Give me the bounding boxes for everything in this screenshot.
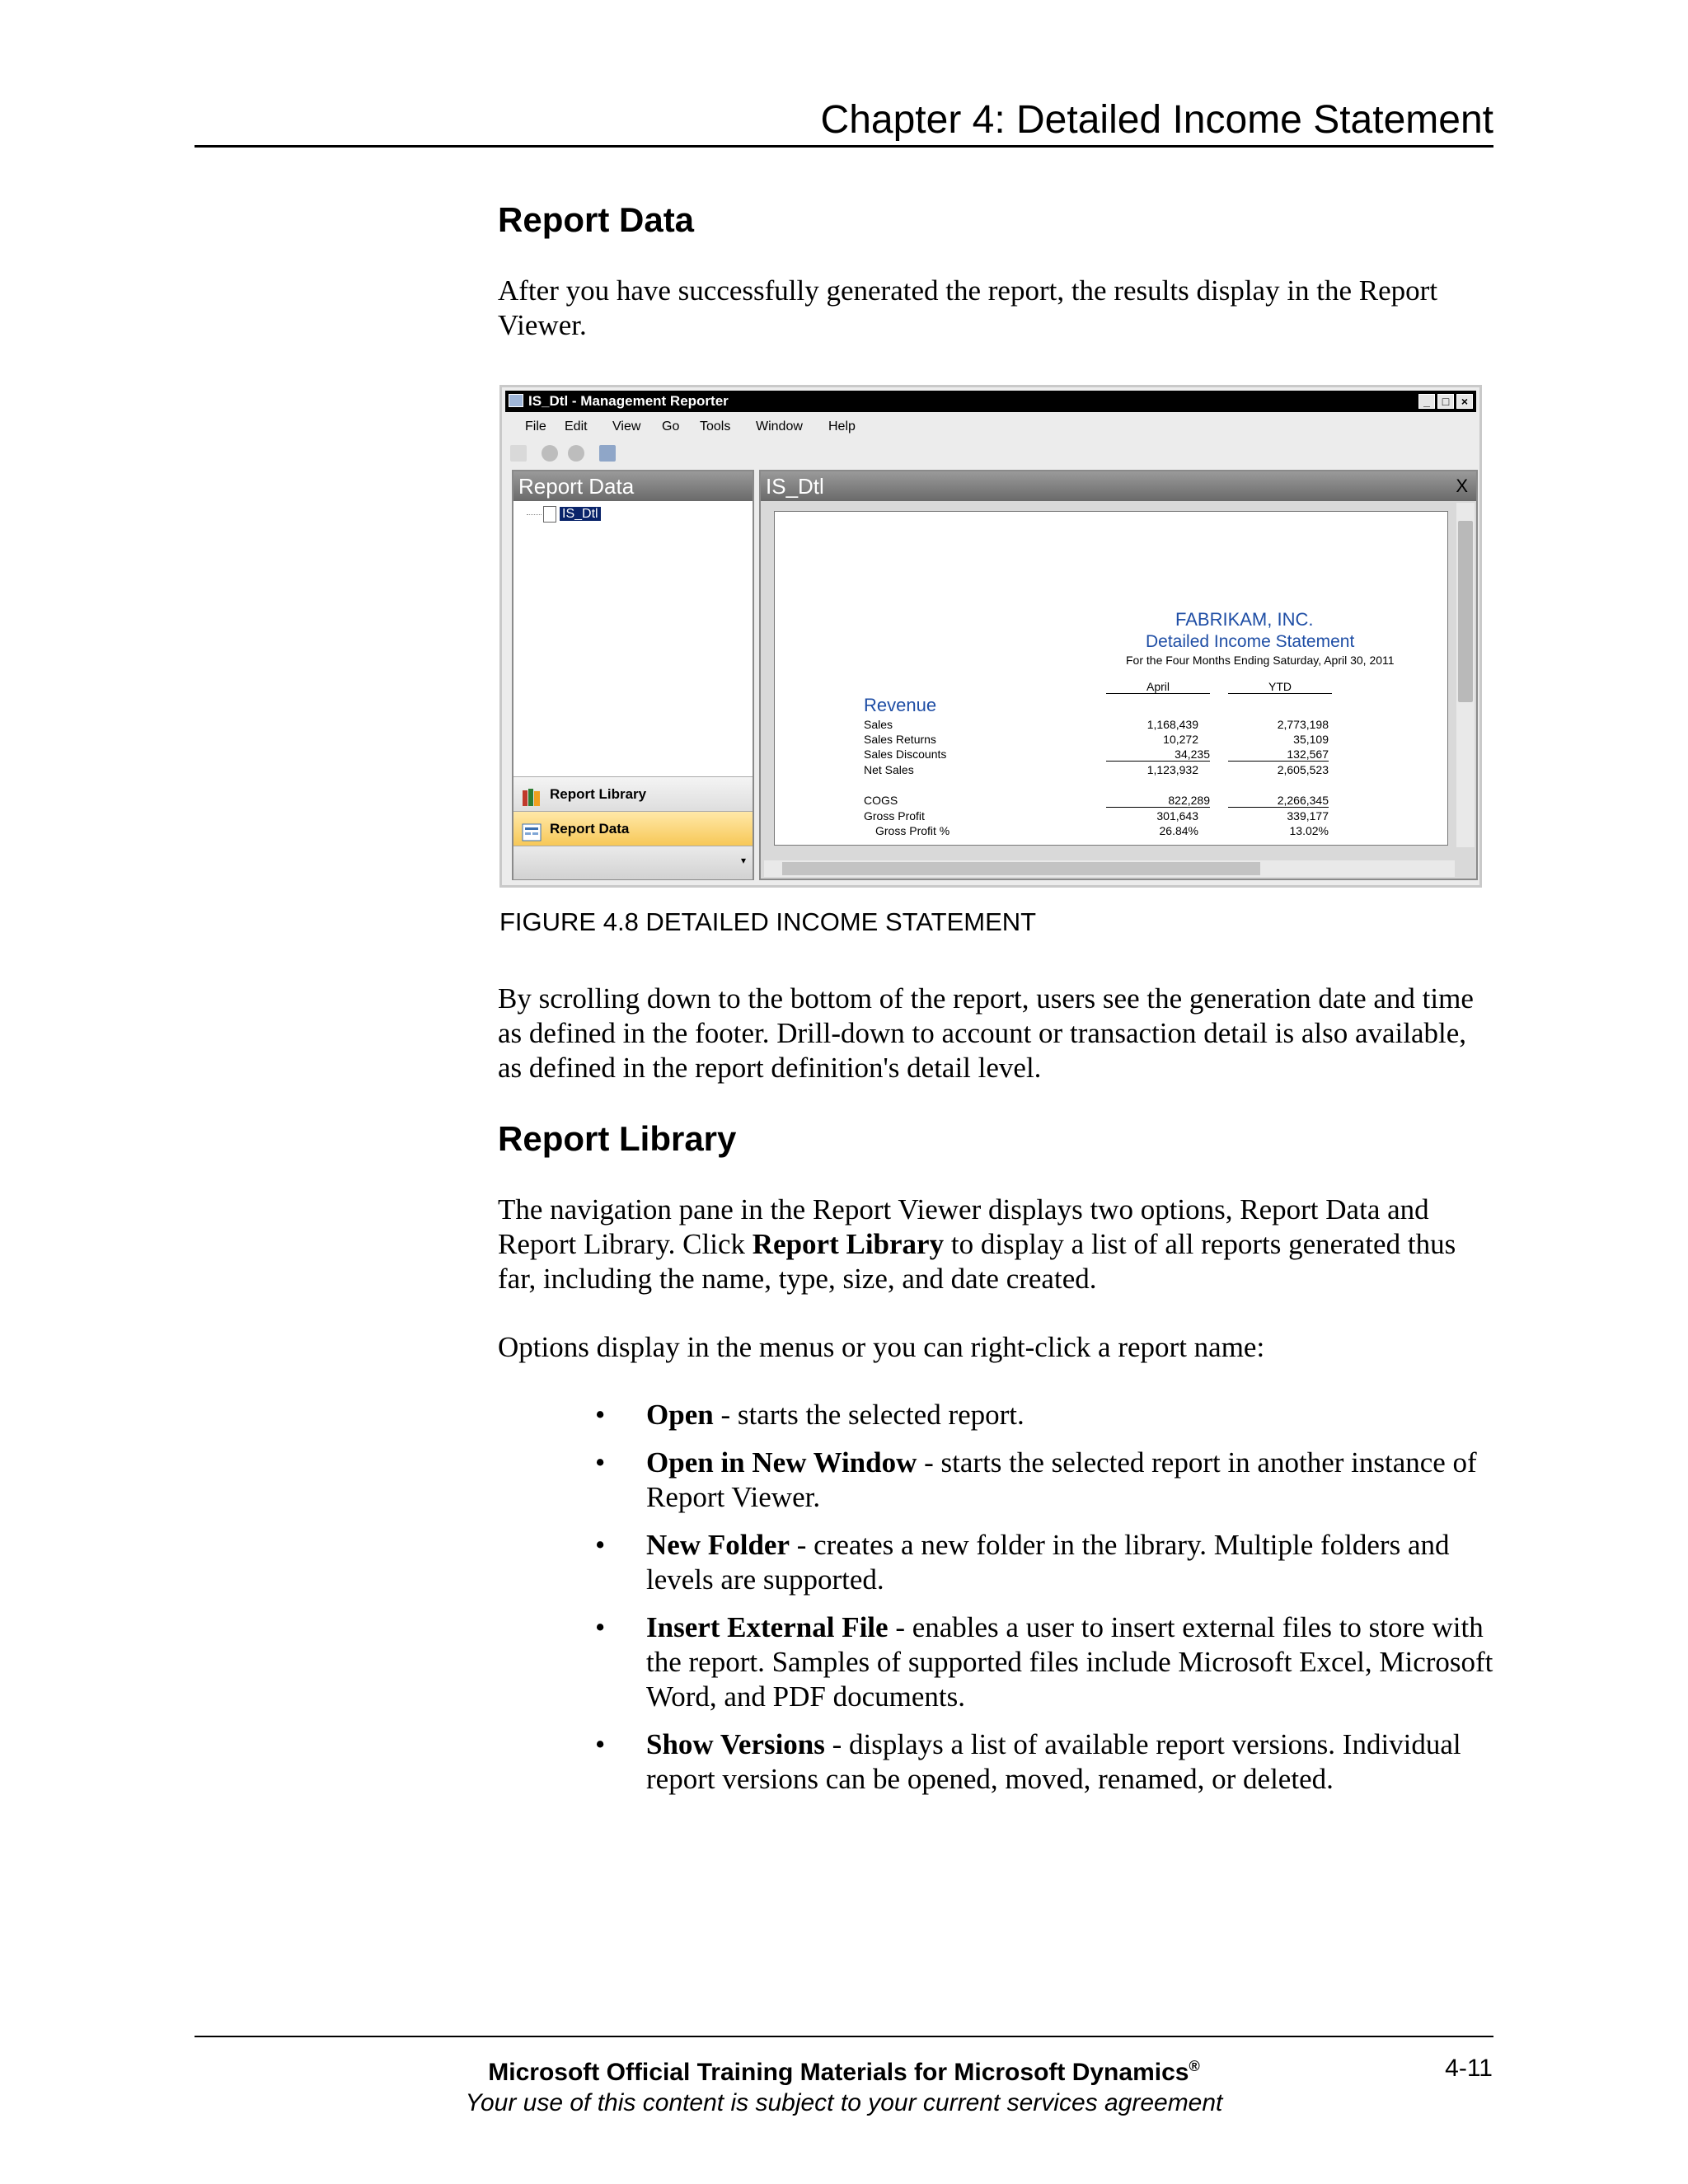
row-ytd: 13.02% (1289, 824, 1329, 837)
print-icon[interactable] (599, 445, 616, 462)
row-label: Sales Returns (864, 733, 936, 746)
row-april: 10,272 (1163, 733, 1198, 746)
row-label: COGS (864, 794, 898, 807)
header-rule (195, 145, 1493, 148)
minimize-icon[interactable]: _ (1418, 394, 1435, 409)
tree-item-label: IS_Dtl (560, 507, 601, 521)
figure-caption: FIGURE 4.8 DETAILED INCOME STATEMENT (499, 907, 1037, 936)
report-page (774, 511, 1448, 846)
report-viewer-pane (759, 470, 1478, 880)
window-title: IS_Dtl - Management Reporter (528, 393, 729, 409)
nav-button-report-data[interactable] (513, 811, 753, 846)
navigation-pane (512, 470, 754, 880)
forward-icon[interactable] (568, 445, 584, 462)
list-item: • Insert External File - enables a user to insert external files to store with the report. Samples of supported files include Microsoft Excel, Microsoft Word, and PDF documents. (595, 1611, 1493, 1713)
footer-rule (195, 2036, 1493, 2037)
list-item: • Open - starts the selected report. (595, 1399, 1025, 1431)
menu-file[interactable]: File (525, 419, 546, 434)
nav-button-report-library-label: Report Library (550, 786, 647, 802)
list-item: • Show Versions - displays a list of available report versions. Individual report versions can be opened, moved, renamed, or deleted. (595, 1728, 1461, 1795)
maximize-icon[interactable]: □ (1437, 394, 1454, 409)
row-april: 301,643 (1156, 809, 1198, 823)
list-item: • New Folder - creates a new folder in the library. Multiple folders and levels are supported. (595, 1529, 1450, 1596)
close-tab-icon[interactable]: X (1456, 476, 1468, 496)
horizontal-scrollbar-thumb[interactable] (782, 862, 1260, 875)
row-ytd: 2,605,523 (1277, 763, 1329, 776)
window-titlebar (505, 391, 1476, 412)
report-library-term: Report Library (752, 1228, 945, 1260)
page-number: 4-11 (1445, 2055, 1493, 2082)
revenue-section-title: Revenue (864, 695, 937, 715)
list-item: • Open in New Window - starts the selected report in another instance of Report Viewer. (595, 1446, 1477, 1513)
navigation-pane-title: Report Data (513, 471, 753, 501)
library-paragraph: The navigation pane in the Report Viewer displays two options, Report Data and Report Library. Click Report Library to display a list of all reports generated thus far, including the name, type, size, and date created. (498, 1193, 1456, 1295)
toolbar (505, 442, 1476, 463)
nav-pane-options[interactable] (513, 846, 753, 879)
row-label: Gross Profit % (875, 824, 950, 837)
footer-title: Microsoft Official Training Materials for Microsoft Dynamics® (488, 2058, 1200, 2086)
row-april: 26.84% (1159, 824, 1198, 837)
report-title: Detailed Income Statement (1146, 632, 1355, 651)
menu-go[interactable]: Go (662, 419, 680, 434)
books-icon (522, 785, 542, 804)
menu-window[interactable]: Window (756, 419, 803, 434)
row-april: 34,235 (1106, 748, 1210, 762)
tree-item-report[interactable] (543, 506, 601, 523)
row-label: Gross Profit (864, 809, 925, 823)
horizontal-scrollbar[interactable] (764, 860, 1455, 877)
report-company: FABRIKAM, INC. (1175, 609, 1314, 630)
open-folder-icon[interactable] (510, 445, 527, 462)
footer-notice: Your use of this content is subject to your current services agreement (465, 2089, 1223, 2116)
row-ytd: 35,109 (1293, 733, 1329, 746)
row-label: Sales (864, 718, 893, 731)
options-paragraph: Options display in the menus or you can right-click a report name: (498, 1331, 1265, 1363)
options-list (588, 1398, 1495, 1810)
row-label: Net Sales (864, 763, 914, 776)
menu-edit[interactable]: Edit (565, 419, 588, 434)
menu-view[interactable]: View (612, 419, 641, 434)
nav-button-report-data-label: Report Data (550, 821, 630, 837)
menu-tools[interactable]: Tools (700, 419, 731, 434)
row-april: 1,168,439 (1146, 718, 1198, 731)
report-data-icon (522, 820, 542, 838)
nav-button-report-library[interactable] (513, 776, 753, 811)
report-tab-title: IS_Dtl (761, 471, 1476, 501)
row-april: 1,123,932 (1146, 763, 1198, 776)
column-header-ytd: YTD (1228, 680, 1332, 694)
row-ytd: 2,266,345 (1228, 794, 1329, 808)
menu-bar (505, 415, 1476, 438)
row-ytd: 339,177 (1287, 809, 1329, 823)
close-window-icon[interactable]: × (1456, 394, 1473, 409)
section-heading-report-data: Report Data (498, 200, 695, 239)
column-header-april: April (1106, 680, 1210, 694)
report-subtitle: For the Four Months Ending Saturday, April 30, 2011 (1126, 654, 1395, 667)
row-ytd: 132,567 (1228, 748, 1329, 762)
document-icon (543, 506, 556, 523)
scroll-paragraph: By scrolling down to the bottom of the report, users see the generation date and time as defined in the footer. Drill-down to account or transaction detail is also available, as defined in the report definition's detail level. (498, 982, 1474, 1084)
app-icon (509, 394, 523, 407)
report-viewer-screenshot (499, 385, 1482, 888)
back-icon[interactable] (542, 445, 558, 462)
menu-help[interactable]: Help (828, 419, 856, 434)
row-april: 822,289 (1106, 794, 1210, 808)
vertical-scrollbar[interactable] (1456, 503, 1475, 847)
vertical-scrollbar-thumb[interactable] (1458, 521, 1473, 702)
row-label: Sales Discounts (864, 748, 947, 761)
tree-connector (527, 514, 542, 515)
chevron-down-icon: ▾ (740, 855, 746, 866)
section-heading-report-library: Report Library (498, 1119, 737, 1158)
intro-paragraph: After you have successfully generated the report, the results display in the Report Viewer. (498, 274, 1438, 341)
chapter-title: Chapter 4: Detailed Income Statement (820, 98, 1493, 142)
row-ytd: 2,773,198 (1277, 718, 1329, 731)
